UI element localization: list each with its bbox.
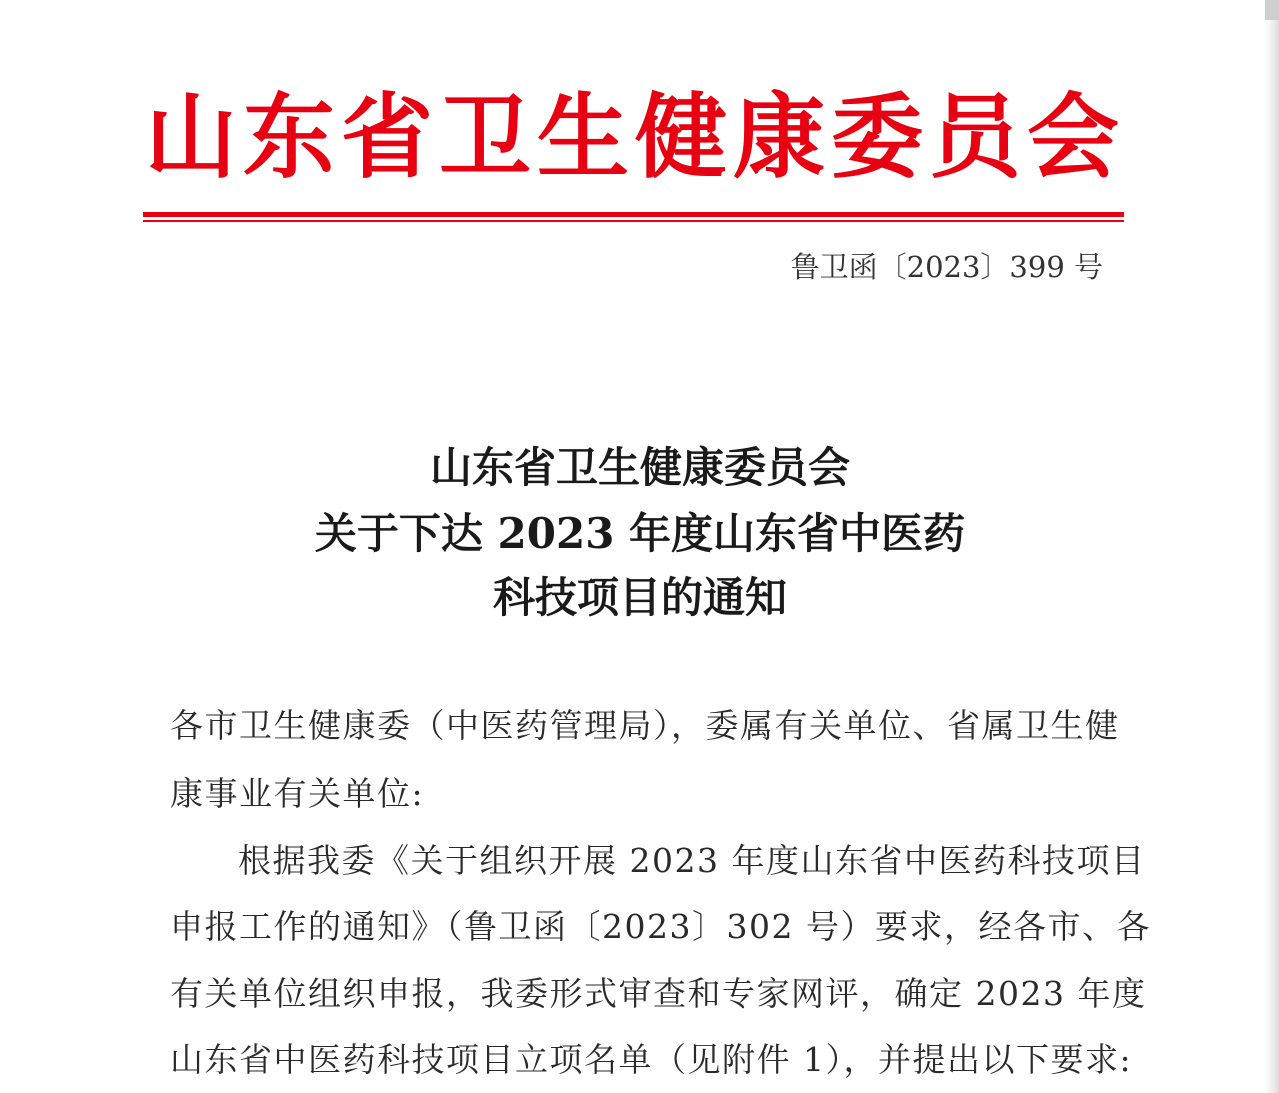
- document-number: 鲁卫函〔2023〕399 号: [790, 250, 1103, 284]
- body-paragraph-line: 申报工作的通知》（鲁卫函〔2023〕302 号）要求，经各市、各: [170, 907, 1151, 946]
- red-separator-thin: [143, 220, 1124, 222]
- red-separator-thick: [143, 212, 1124, 217]
- document-title-line-2: 关于下达 2023 年度山东省中医药: [314, 509, 966, 558]
- body-paragraph-line: 山东省中医药科技项目立项名单（见附件 1），并提出以下要求:: [170, 1040, 1133, 1079]
- page-edge-corner: [1265, 0, 1279, 20]
- document-title-line-3: 科技项目的通知: [492, 573, 787, 622]
- body-paragraph-line: 根据我委《关于组织开展 2023 年度山东省中医药科技项目: [238, 841, 1146, 880]
- issuer-red-header: 山东省卫生健康委员会: [145, 84, 1126, 191]
- page-edge-shadow: [1265, 0, 1279, 1093]
- body-line-addressee: 各市卫生健康委（中医药管理局），委属有关单位、省属卫生健: [170, 706, 1120, 745]
- body-line-addressee-cont: 康事业有关单位:: [170, 774, 425, 813]
- body-paragraph-line: 有关单位组织申报，我委形式审查和专家网评，确定 2023 年度: [170, 974, 1147, 1013]
- document-title-line-1: 山东省卫生健康委员会: [429, 443, 850, 492]
